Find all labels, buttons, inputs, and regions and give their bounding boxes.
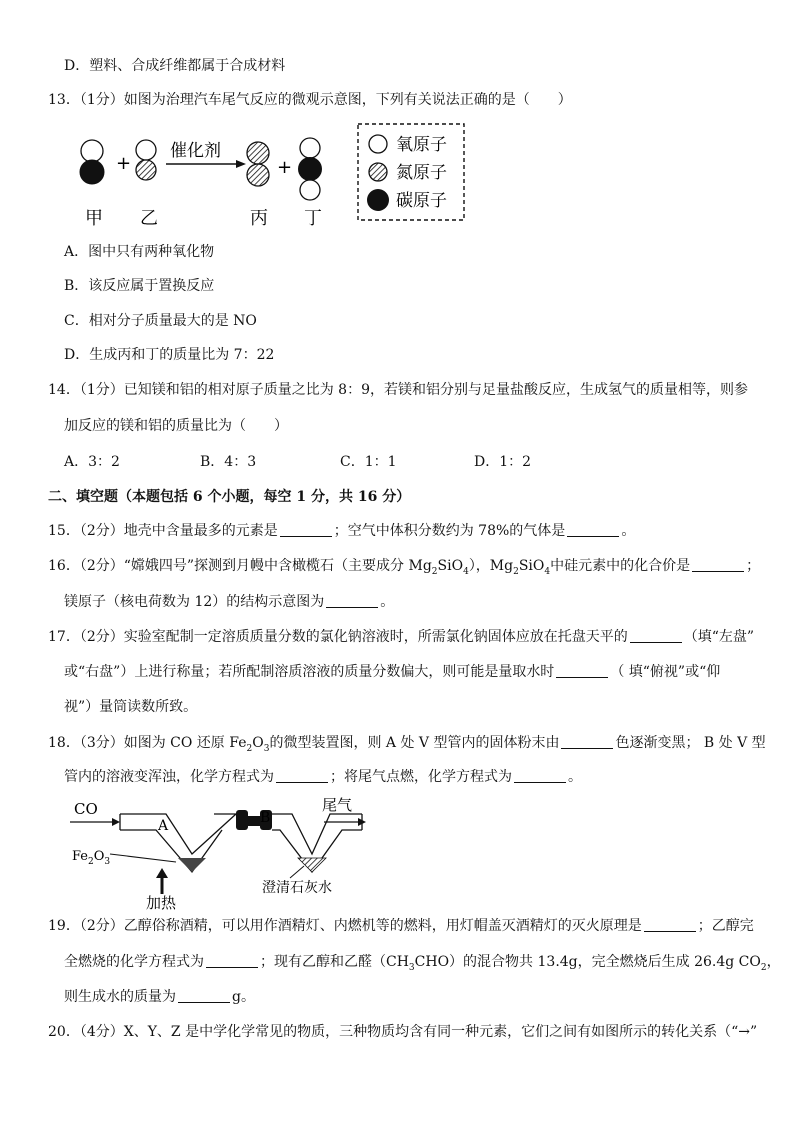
question-15: 15．（2分）地壳中含量最多的元素是 ；空气中体积分数约为 78%的气体是 。 [48,523,636,539]
label-yi: 乙 [140,208,158,229]
q14-option-d: D．1：2 [474,454,532,470]
q18-blank-1[interactable] [561,734,613,749]
q17-blank-2[interactable] [556,663,608,678]
q15-blank-1[interactable] [280,522,332,537]
legend-nitrogen: 氮原子 [396,163,447,183]
molecule-jia [80,140,104,184]
reaction-diagram [70,120,470,230]
label-jia: 甲 [85,208,103,229]
molecule-bing [247,142,269,186]
question-16-line2: 镁原子（核电荷数为 12）的结构示意图为 。 [64,594,395,610]
q13-option-d: D．生成丙和丁的质量比为 7：22 [64,347,275,363]
q13-option-c: C．相对分子质量最大的是 NO [64,313,257,329]
heat-label: 加热 [146,894,177,910]
q13-option-b: B．该反应属于置换反应 [64,278,215,294]
q19-blank-2[interactable] [206,953,258,968]
q15-blank-2[interactable] [567,522,619,537]
co-label: CO [74,800,98,818]
question-16-line1: 16．（2分）“嫦娥四号”探测到月幔中含橄榄石（主要成分 $Mg_2SiO_4$），$Mg_2SiO_4$中硅元素中的化合价是 ； [48,558,761,577]
catalyst-label: 催化剂 [170,141,221,161]
question-13: 13．（1分）如图为治理汽车尾气反应的微观示意图，下列有关说法正确的是（ ） [48,92,572,108]
q19-blank-3[interactable] [178,988,230,1003]
question-19-line3: 则生成水的质量为 g。 [64,989,255,1005]
q18-blank-3[interactable] [514,768,566,783]
q13-option-a: A．图中只有两种氧化物 [64,244,215,260]
limewater-label: 澄清石灰水 [262,880,332,896]
legend-carbon: 碳原子 [396,191,447,211]
q18-blank-2[interactable] [276,768,328,783]
section-2-heading: 二、填空题（本题包括 6 个小题，每空 1 分，共 16 分） [48,489,411,505]
q14-option-a: A．3：2 [64,454,120,470]
fe2o3-label: $Fe_2O_3$ [72,849,111,867]
legend-oxygen-icon [369,135,387,153]
q16-blank-2[interactable] [326,593,378,608]
q19-blank-1[interactable] [644,917,696,932]
q17-blank-1[interactable] [630,628,682,643]
legend-carbon-icon [367,189,389,211]
question-14-line2: 加反应的镁和铝的质量比为（ ） [64,418,288,434]
question-17-line1: 17．（2分）实验室配制一定溶质质量分数的氯化钠溶液时，所需氯化钠固体应放在托盘天平的 （填“左盘” [48,629,755,645]
question-19-line1: 19．（2分）乙醇俗称酒精，可以用作酒精灯、内燃机等的燃料，用灯帽盖灭酒精灯的灭火原理是 ；乙醇完 [48,918,754,934]
plus-2: + [277,157,293,178]
plus-1: + [116,153,132,174]
question-17-line2: 或“右盘”）上进行称量；若所配制溶质溶液的质量分数偏大，则可能是量取水时 （ 填“俯视”或“仰 [64,664,721,680]
question-20: 20．（4分）X、Y、Z 是中学化学常见的物质，三种物质均含有同一种元素，它们之间有如图所示的转化关系（“→” [48,1024,758,1040]
question-19-line2: 全燃烧的化学方程式为 ；现有乙醇和乙醛$(CH_3CHO)$的混合物共 13.4g，完全燃烧后生成 26.4g $CO_2$， [64,954,781,973]
label-ding: 丁 [304,208,322,229]
molecule-yi [136,140,156,180]
label-bing: 丙 [250,208,268,229]
prev-option-d: D．塑料、合成纤维都属于合成材料 [64,58,286,74]
legend-nitrogen-icon [369,163,387,181]
tail-gas-label: 尾气 [322,796,353,814]
question-18-line2: 管内的溶液变浑浊，化学方程式为 ；将尾气点燃，化学方程式为 。 [64,769,582,785]
legend-oxygen: 氧原子 [396,135,447,155]
q14-option-b: B．4：3 [200,454,257,470]
label-a: A [158,818,169,834]
question-14-line1: 14．（1分）已知镁和铝的相对原子质量之比为 8：9，若镁和铝分别与足量盐酸反应，生成氢气的质量相等，则参 [48,382,748,398]
label-b: B [260,810,271,826]
question-17-line3: 视”）量筒读数所致。 [64,699,198,715]
q16-blank-1[interactable] [692,557,744,572]
molecule-ding [298,138,322,200]
v-tube-apparatus [66,792,386,910]
question-18-line1: 18．（3分）如图为 CO 还原 $Fe_2O_3$的微型装置图，则 A 处 V 型管内的固体粉末由 色逐渐变黑； B 处 V 型 [48,735,766,754]
q14-option-c: C．1：1 [340,454,397,470]
